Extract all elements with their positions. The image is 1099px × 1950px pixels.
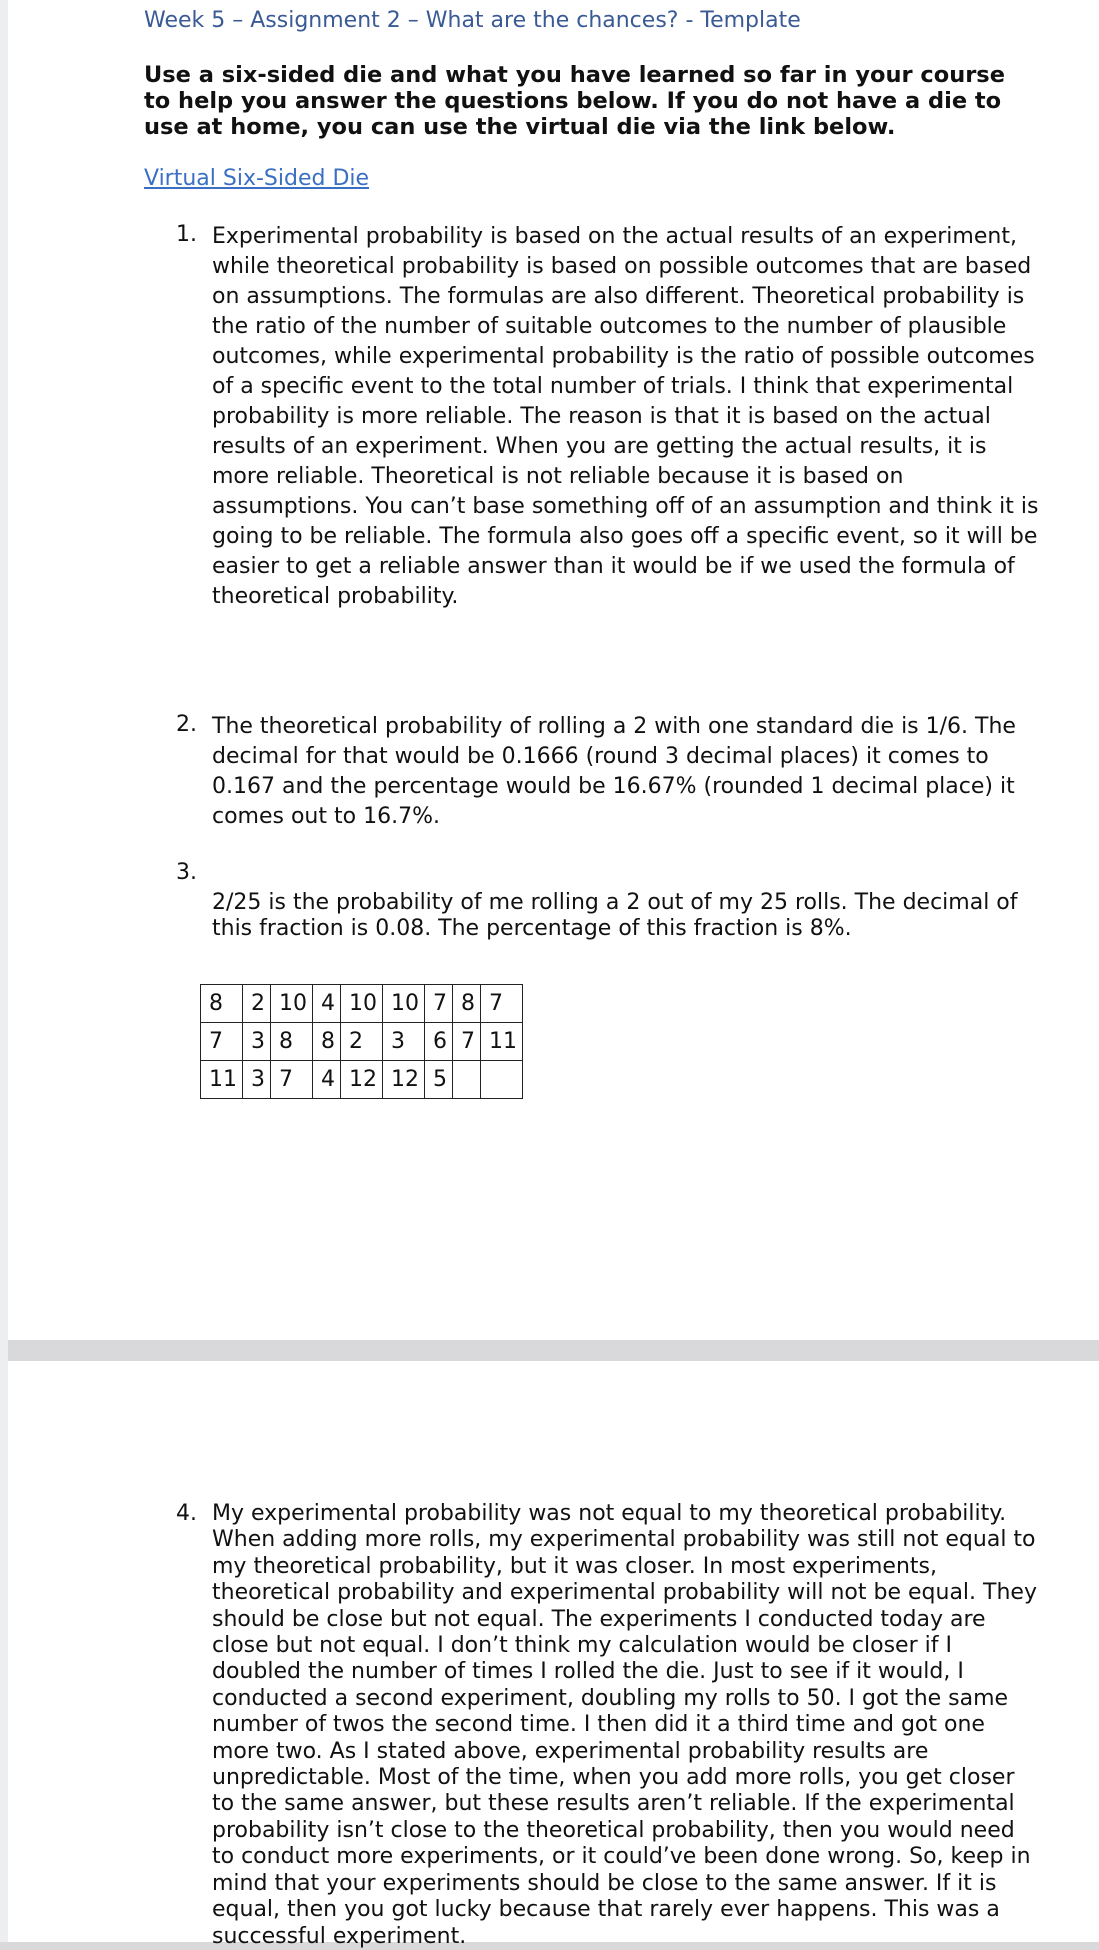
table-cell: 8 xyxy=(313,1023,341,1061)
table-row xyxy=(201,985,523,1023)
table-cell: 3 xyxy=(243,1023,271,1061)
table-cell: 10 xyxy=(271,985,313,1023)
document-page-2 xyxy=(8,1361,1099,1949)
table-cell: 6 xyxy=(425,1023,453,1061)
table-cell: 3 xyxy=(243,1061,271,1099)
document-title: Week 5 – Assignment 2 – What are the chances? - Template xyxy=(144,8,801,33)
answer-number: 1. xyxy=(176,222,197,247)
answer-number: 4. xyxy=(176,1501,197,1526)
table-cell: 2 xyxy=(243,985,271,1023)
answer-number: 3. xyxy=(176,860,197,885)
table-row xyxy=(201,1023,523,1061)
answer-text: 2/25 is the probability of me rolling a 2 out of my 25 rolls. The decimal of this fraction is 0.08. The percentage of this fraction is 8%. xyxy=(212,890,1018,941)
document-page-1 xyxy=(8,0,1099,1340)
table-cell: 10 xyxy=(341,985,383,1023)
answer-text: The theoretical probability of rolling a 2 with one standard die is 1/6. The decimal for that would be 0.1666 (round 3 decimal places) it comes to 0.167 and the percentage would be 16.67% (rounded 1 decimal place) it comes out to 16.7%. xyxy=(212,714,1016,829)
table-cell: 8 xyxy=(271,1023,313,1061)
table-cell: 4 xyxy=(313,1061,341,1099)
table-cell: 11 xyxy=(201,1061,243,1099)
virtual-die-link[interactable]: Virtual Six-Sided Die xyxy=(144,166,370,191)
table-cell: 10 xyxy=(383,985,425,1023)
table-cell: 5 xyxy=(425,1061,453,1099)
table-cell: 7 xyxy=(425,985,453,1023)
table-cell: 7 xyxy=(481,985,523,1023)
table-cell: 12 xyxy=(383,1061,425,1099)
table-cell: 8 xyxy=(201,985,243,1023)
answer-text: Experimental probability is based on the actual results of an experiment, while theoretical probability is based on possible outcomes that are based on assumptions. The formulas are also different. Theoretical probability is the ratio of the number of suitable outcomes to the number of plausible outcomes, while experimental probability is the ratio of possible outcomes of a specific event to the total number of trials. I think that experimental probability is more reliable. The reason is that it is based on the actual results of an experiment. When you are getting the actual results, it is more reliable. Theoretical is not reliable because it is based on assumptions. You can’t base something off of an assumption and think it is going to be reliable. The formula also goes off a specific event, so it will be easier to get a reliable answer than it would be if we used the formula of theoretical probability. xyxy=(212,224,1039,609)
table-cell: 4 xyxy=(313,985,341,1023)
table-cell xyxy=(453,1061,481,1099)
answer-text: My experimental probability was not equal to my theoretical probability. When adding more rolls, my experimental probability was still not equal to my theoretical probability, but it was closer. In most experiments, theoretical probability and experimental probability will not be equal. They should be close but not equal. The experiments I conducted today are close but not equal. I don’t think my calculation would be closer if I doubled the number of times I rolled the die. Just to see if it would, I conducted a second experiment, doubling my rolls to 50. I got the same number of twos the second time. I then did it a third time and got one more two. As I stated above, experimental probability results are unpredictable. Most of the time, when you add more rolls, you get closer to the same answer, but these results aren’t reliable. If the experimental probability isn’t close to the theoretical probability, then you would need to conduct more experiments, or it could’ve been done wrong. So, keep in mind that your experiments should be close to the same answer. If it is equal, then you got lucky because that rarely ever happens. This was a successful experiment. xyxy=(212,1501,1037,1949)
table-cell xyxy=(481,1061,523,1099)
table-cell: 2 xyxy=(341,1023,383,1061)
table-row xyxy=(201,1061,523,1099)
roll-results-table xyxy=(200,984,523,1099)
table-cell: 8 xyxy=(453,985,481,1023)
table-cell: 11 xyxy=(481,1023,523,1061)
table-cell: 12 xyxy=(341,1061,383,1099)
instructions: Use a six-sided die and what you have learned so far in your course to help you answer the questions below. If you do not have a die to use at home, you can use the virtual die via the link below. xyxy=(144,62,1005,140)
table-cell: 7 xyxy=(453,1023,481,1061)
table-cell: 7 xyxy=(271,1061,313,1099)
table-cell: 3 xyxy=(383,1023,425,1061)
table-cell: 7 xyxy=(201,1023,243,1061)
answer-number: 2. xyxy=(176,712,197,737)
page-gutter xyxy=(0,0,8,1942)
